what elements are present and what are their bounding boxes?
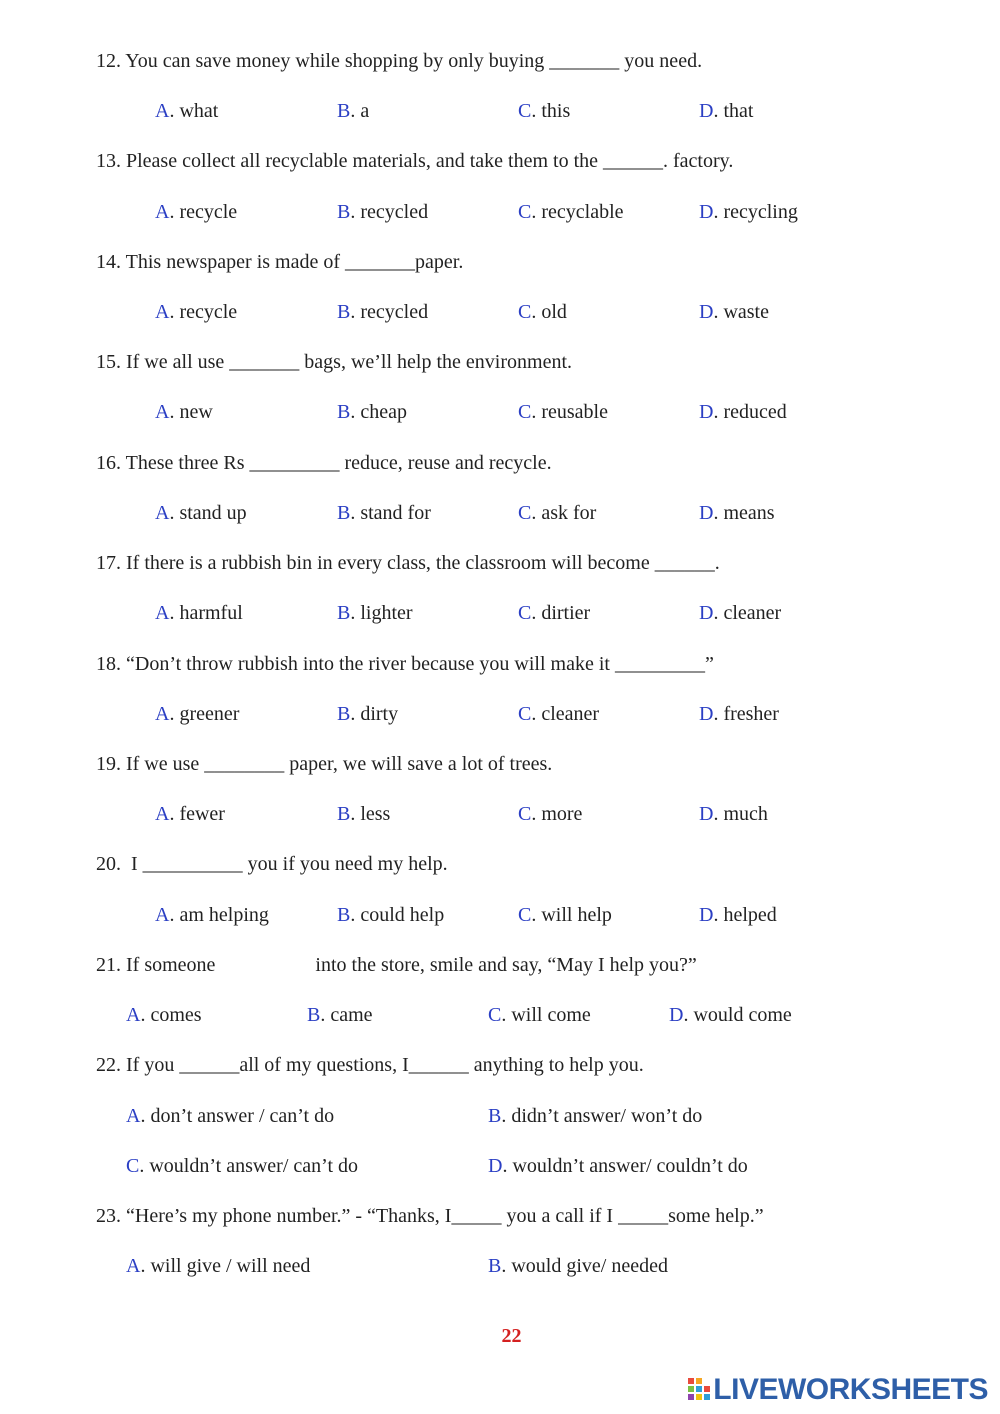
option-d[interactable]: D. wouldn’t answer/ couldn’t do xyxy=(488,1155,748,1177)
question-18-stem: 18. “Don’t throw rubbish into the river because you will make it _________” xyxy=(96,653,714,675)
option-a[interactable]: A. recycle xyxy=(155,301,238,323)
option-c[interactable]: C. cleaner xyxy=(518,703,600,725)
option-c[interactable]: C. dirtier xyxy=(518,602,591,624)
option-a[interactable]: A. don’t answer / can’t do xyxy=(126,1105,335,1127)
option-a[interactable]: A. what xyxy=(155,100,219,122)
option-b[interactable]: B. recycled xyxy=(337,201,429,223)
question-15-stem: 15. If we all use _______ bags, we’ll help the environment. xyxy=(96,351,572,373)
brand-name: LIVEWORKSHEETS xyxy=(713,1373,988,1406)
page-number: 22 xyxy=(501,1325,522,1347)
question-23-stem: 23. “Here’s my phone number.” - “Thanks, I_____ you a call if I _____some help.” xyxy=(96,1205,764,1227)
question-16-stem: 16. These three Rs _________ reduce, reuse and recycle. xyxy=(96,452,552,474)
liveworksheets-icon xyxy=(687,1376,711,1404)
option-c[interactable]: C. more xyxy=(518,803,583,825)
option-b[interactable]: B. could help xyxy=(337,904,445,926)
option-c[interactable]: C. will come xyxy=(488,1004,591,1026)
option-b[interactable]: B. less xyxy=(337,803,391,825)
option-d[interactable]: D. recycling xyxy=(699,201,798,223)
option-a[interactable]: A. stand up xyxy=(155,502,247,524)
option-a[interactable]: A. comes xyxy=(126,1004,202,1026)
option-b[interactable]: B. recycled xyxy=(337,301,429,323)
question-21-stem: 21. If someone into the store, smile and say, “May I help you?” xyxy=(96,954,697,976)
option-c[interactable]: C. ask for xyxy=(518,502,597,524)
question-13-stem: 13. Please collect all recyclable materials, and take them to the ______. factory. xyxy=(96,150,734,172)
option-b[interactable]: B. cheap xyxy=(337,401,407,423)
question-12-stem: 12. You can save money while shopping by only buying _______ you need. xyxy=(96,50,703,72)
option-a[interactable]: A. will give / will need xyxy=(126,1255,311,1277)
option-a[interactable]: A. fewer xyxy=(155,803,225,825)
option-b[interactable]: B. came xyxy=(307,1004,373,1026)
option-a[interactable]: A. greener xyxy=(155,703,240,725)
option-c[interactable]: C. wouldn’t answer/ can’t do xyxy=(126,1155,359,1177)
option-a[interactable]: A. harmful xyxy=(155,602,243,624)
option-c[interactable]: C. recyclable xyxy=(518,201,624,223)
option-b[interactable]: B. lighter xyxy=(337,602,413,624)
option-a[interactable]: A. recycle xyxy=(155,201,238,223)
question-20-stem: 20. I __________ you if you need my help. xyxy=(96,853,448,875)
option-b[interactable]: B. a xyxy=(337,100,370,122)
option-c[interactable]: C. this xyxy=(518,100,571,122)
option-d[interactable]: D. means xyxy=(699,502,775,524)
option-a[interactable]: A. new xyxy=(155,401,213,423)
question-19-stem: 19. If we use ________ paper, we will save a lot of trees. xyxy=(96,753,553,775)
option-b[interactable]: B. didn’t answer/ won’t do xyxy=(488,1105,703,1127)
option-a[interactable]: A. am helping xyxy=(155,904,269,926)
liveworksheets-logo[interactable] xyxy=(687,1374,988,1406)
question-17-stem: 17. If there is a rubbish bin in every class, the classroom will become ______. xyxy=(96,552,720,574)
option-d[interactable]: D. reduced xyxy=(699,401,787,423)
option-d[interactable]: D. cleaner xyxy=(699,602,782,624)
question-14-stem: 14. This newspaper is made of _______paper. xyxy=(96,251,464,273)
option-d[interactable]: D. fresher xyxy=(699,703,779,725)
option-d[interactable]: D. would come xyxy=(669,1004,792,1026)
option-b[interactable]: B. stand for xyxy=(337,502,431,524)
option-d[interactable]: D. much xyxy=(699,803,768,825)
option-b[interactable]: B. dirty xyxy=(337,703,399,725)
option-b[interactable]: B. would give/ needed xyxy=(488,1255,668,1277)
option-d[interactable]: D. waste xyxy=(699,301,769,323)
option-c[interactable]: C. reusable xyxy=(518,401,608,423)
option-c[interactable]: C. old xyxy=(518,301,567,323)
option-c[interactable]: C. will help xyxy=(518,904,612,926)
option-d[interactable]: D. helped xyxy=(699,904,777,926)
option-d[interactable]: D. that xyxy=(699,100,754,122)
question-22-stem: 22. If you ______all of my questions, I______ anything to help you. xyxy=(96,1054,644,1076)
